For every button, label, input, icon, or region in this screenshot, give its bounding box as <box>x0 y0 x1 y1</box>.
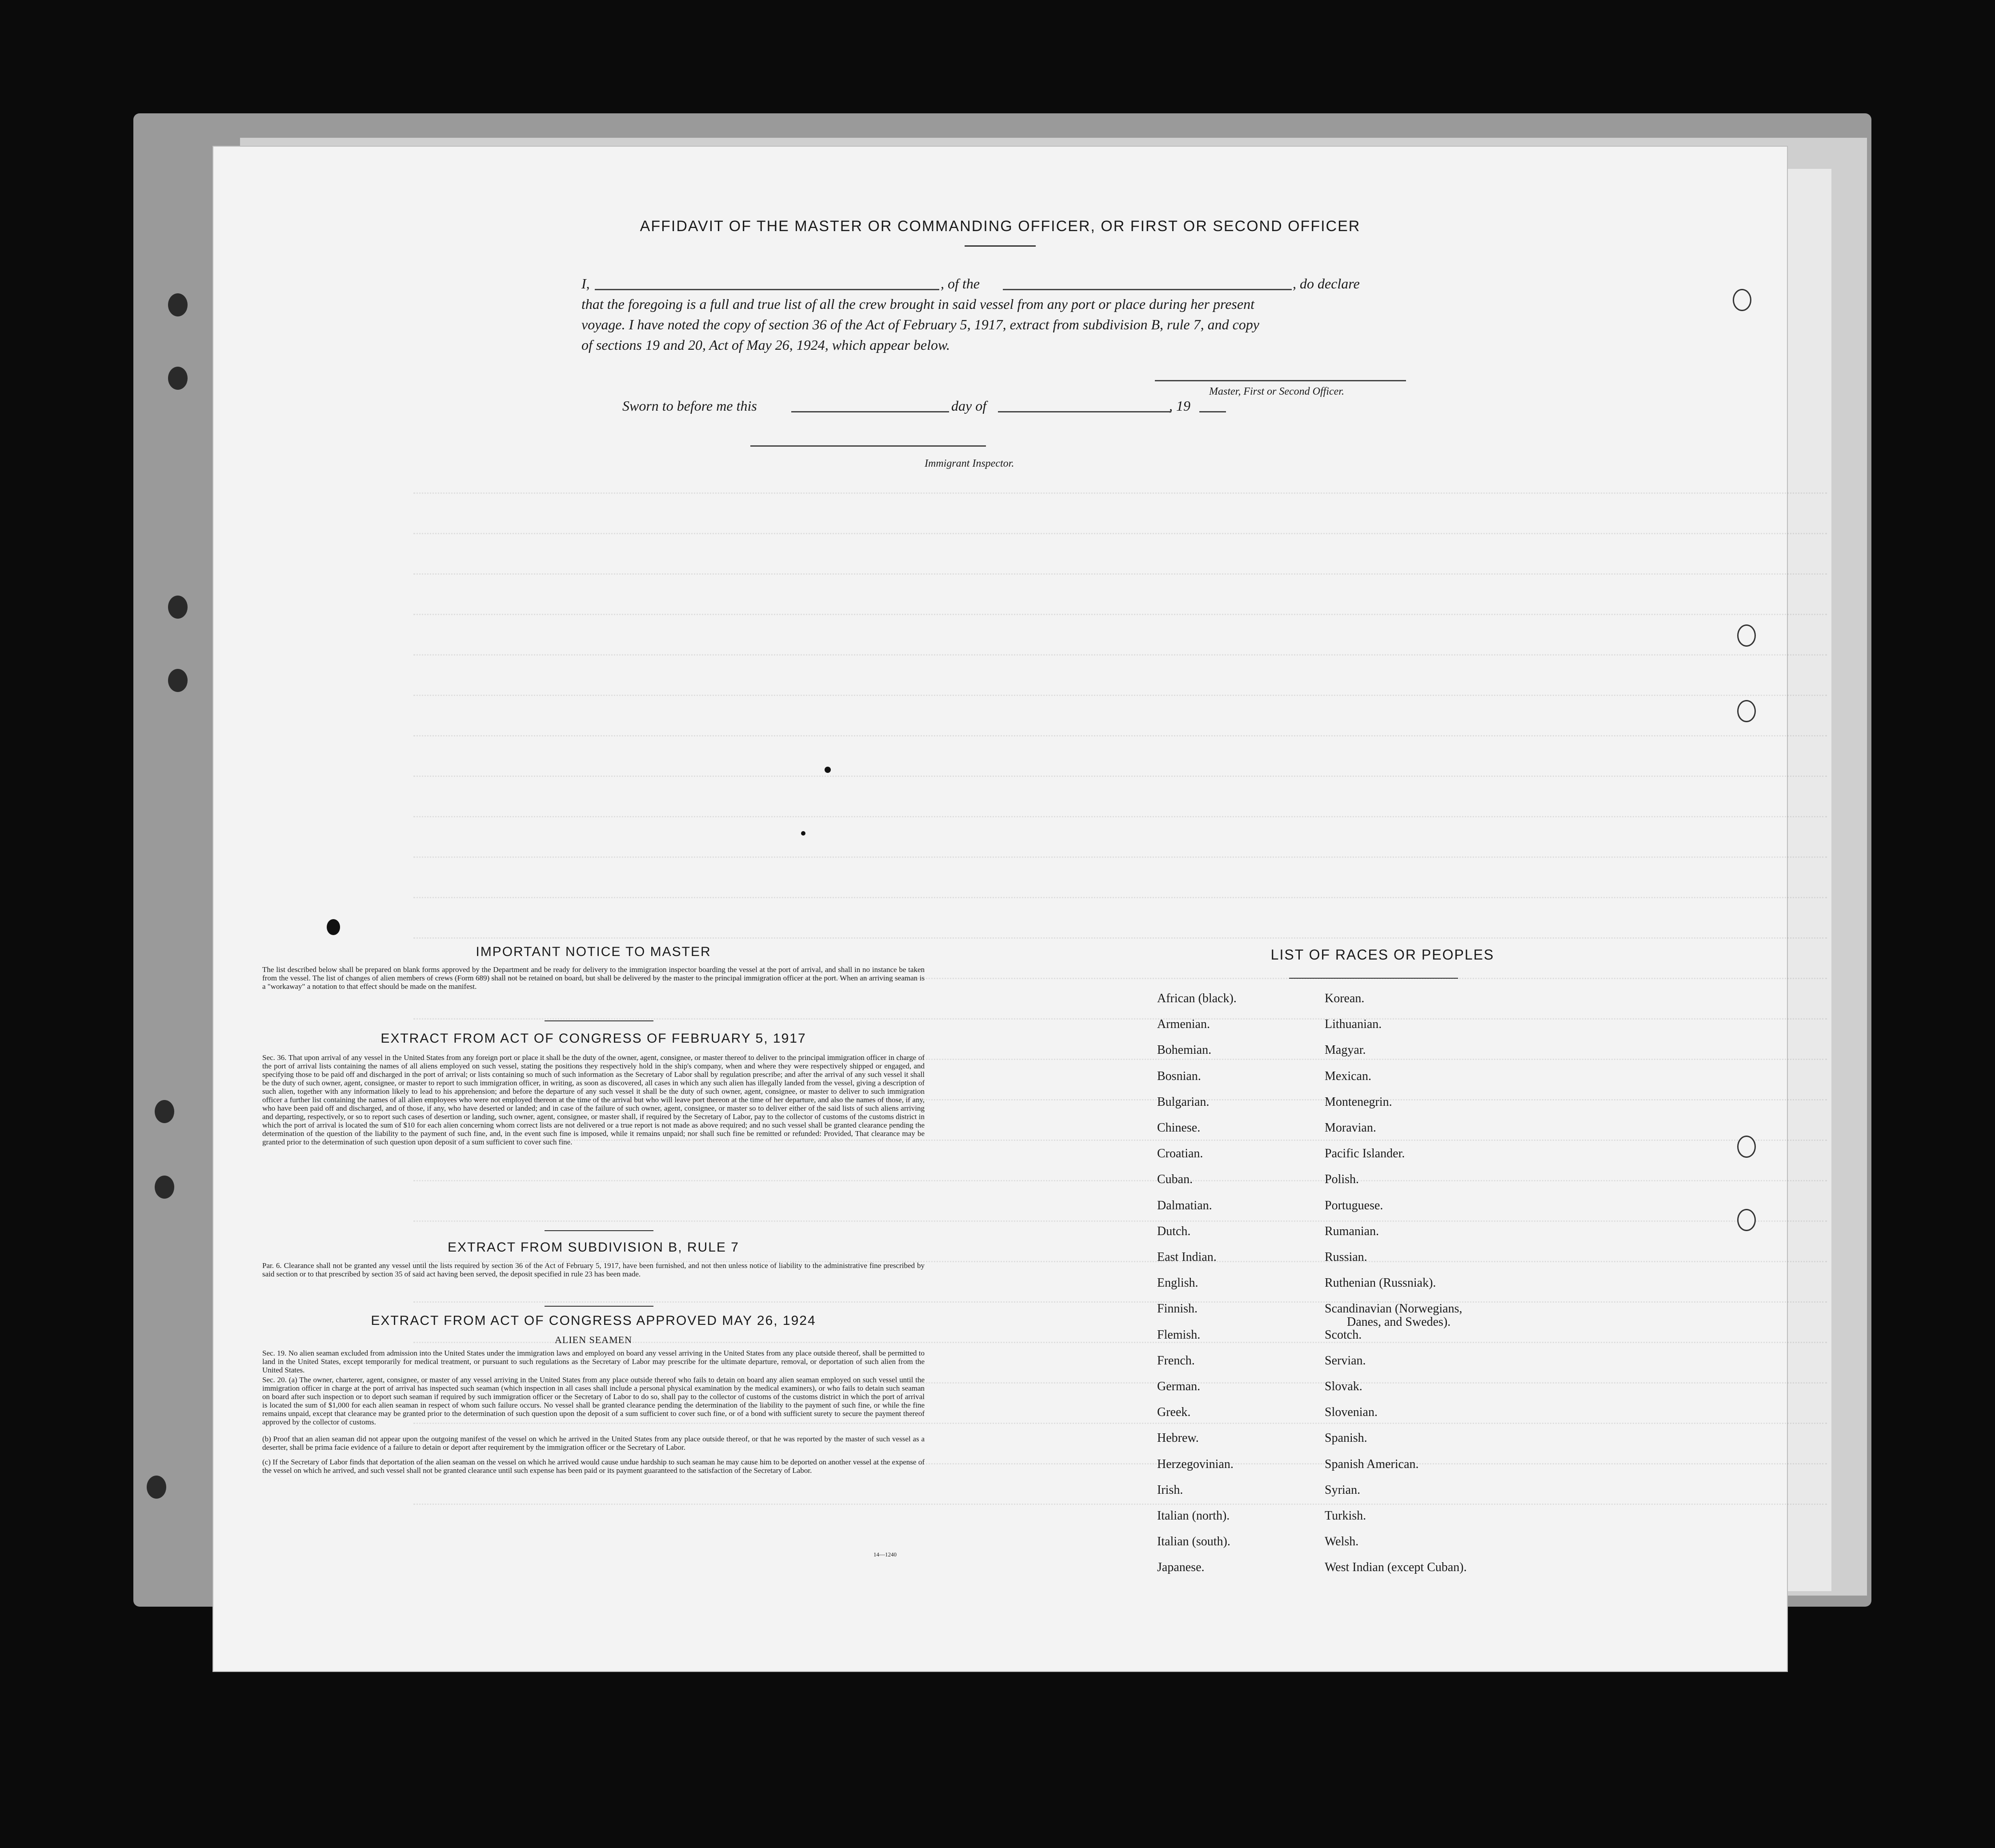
race-item: Bosnian. <box>1157 1069 1201 1083</box>
race-item: Lithuanian. <box>1325 1017 1382 1032</box>
extract-1917-body: Sec. 36. That upon arrival of any vessel in the United States from any foreign port or place it shall be the duty of the owner, agent, consignee, or master thereof to deliver to the principal immigration officer in charge of the port of arrival lists containing the names of all aliens employed on such vessel, stating the positions they respectively hold in the ship's company, when and where they were respectively shipped or engaged, and specifying those to be paid off and discharged in the port of arrival; or lists containing so much of such information as the Secretary of Labor shall by regulation prescribe; and after the arrival of any such vessel it shall be the duty of such owner, agent, consignee, or master to report to such immigration officer, in writing, as soon as discovered, all cases in which any such alien has illegally landed from the vessel, giving a description of such alien, together with any information likely to lead to his apprehension; and before the departure of any such vessel it shall be the duty of such owner, agent, consignee, or master to deliver to such immigration officer a further list containing the names of all alien employees who were not employed thereon at the time of the arrival but who will leave port thereon at the time of her departure, and also the names of those, if any, who have been paid off and discharged, and of those, if any, who have deserted or landed; and in case of the failure of such owner, agent, consignee, or master so to deliver either of the said lists of such aliens arriving and departing, respectively, or so to report such cases of desertion or landing, such owner, agent, consignee, or master shall, if required by the Secretary of Labor, pay to the collector of customs of the customs district in which the port of arrival is located the sum of $10 for each alien concerning whom correct lists are not delivered or a true report is not made as above required; and no such vessel shall be granted clearance pending the determination of the question of the liability to the payment of such fine, and, in the event such fine is imposed, while it remains unpaid; nor shall such fine be remitted or refunded: Provided, That clearance may be granted prior to the determination of such question upon deposit of a sum sufficient to cover such fine. <box>262 1053 925 1146</box>
race-item: Servian. <box>1325 1353 1366 1368</box>
race-item: Armenian. <box>1157 1017 1210 1032</box>
race-item: English. <box>1157 1276 1198 1290</box>
race-item: Irish. <box>1157 1483 1183 1497</box>
form-number: 14—1240 <box>873 1551 897 1558</box>
master-label: Master, First or Second Officer. <box>1209 386 1344 397</box>
ink-speck <box>825 767 831 773</box>
race-item: Ruthenian (Russniak). <box>1325 1276 1436 1290</box>
race-item: Polish. <box>1325 1172 1359 1187</box>
punch-hole <box>1737 1209 1756 1231</box>
race-item-scandinavian-cont: Danes, and Swedes). <box>1347 1315 1451 1329</box>
race-item: Dutch. <box>1157 1224 1191 1238</box>
rule-7-body: Par. 6. Clearance shall not be granted any vessel until the lists required by section 36 of the Act of February 5, 1917, have been furnished, and not then unless notice of liability to the administrative fine prescribed by said section or to that prescribed by section 35 of said act having been served, the deposit specified in rule 23 has been made. <box>262 1261 925 1278</box>
affidavit-title: AFFIDAVIT OF THE MASTER OR COMMANDING OFFICER, OR FIRST OR SECOND OFFICER <box>640 218 1361 235</box>
section-rule <box>545 1230 653 1231</box>
affidavit-declare-label: , do declare <box>1293 276 1360 292</box>
race-item: Flemish. <box>1157 1328 1201 1342</box>
race-item <box>1325 1296 1467 1329</box>
affidavit-line-4: of sections 19 and 20, Act of May 26, 1924, which appear below. <box>581 337 950 353</box>
sec-20c-body: (c) If the Secretary of Labor finds that deportation of the alien seaman on the vessel on which he arrived would cause undue hardship to such seaman he may cause him to be deported on another vessel at the expense of the vessel on which he arrived, and such vessel shall not be granted clearance until such expense has been paid or its payment guaranteed to the satisfaction of the Secretary of Labor. <box>262 1458 925 1475</box>
day-of-label: day of <box>951 398 987 414</box>
race-item: Scotch. <box>1325 1328 1362 1342</box>
race-item: Portuguese. <box>1325 1198 1383 1212</box>
ink-speck <box>801 831 805 836</box>
race-item: Japanese. <box>1157 1560 1205 1575</box>
affidavit-line-2: that the foregoing is a full and true list of all the crew brought in said vessel from any port or place during her present <box>581 296 1254 312</box>
affidavit-i-label: I, <box>581 276 590 292</box>
race-item: African (black). <box>1157 992 1237 1005</box>
punch-hole <box>1737 1136 1756 1158</box>
race-item: Montenegrin. <box>1325 1095 1392 1109</box>
race-item: Spanish. <box>1325 1431 1367 1445</box>
sworn-label: Sworn to before me this <box>622 398 757 414</box>
race-item: Herzegovinian. <box>1157 1457 1234 1471</box>
race-item: French. <box>1157 1353 1195 1368</box>
race-item: Rumanian. <box>1325 1224 1379 1238</box>
vessel-blank[interactable] <box>1003 289 1292 290</box>
race-item: Dalmatian. <box>1157 1198 1212 1212</box>
race-item: Slovenian. <box>1325 1405 1378 1420</box>
race-item: Magyar. <box>1325 1043 1366 1057</box>
inspector-signature-line[interactable] <box>750 445 986 447</box>
races-left-column <box>1157 986 1237 1581</box>
binder-hole <box>147 1476 166 1499</box>
section-rule <box>545 1306 653 1307</box>
race-item: Korean. <box>1325 992 1365 1005</box>
binder-hole <box>155 1176 174 1199</box>
title-rule <box>965 245 1036 247</box>
race-item: German. <box>1157 1380 1201 1394</box>
race-item: Finnish. <box>1157 1302 1198 1316</box>
race-item: Slovak. <box>1325 1380 1362 1394</box>
extract-1924-title: EXTRACT FROM ACT OF CONGRESS APPROVED MAY 26, 1924 <box>371 1313 816 1328</box>
name-blank[interactable] <box>595 289 939 290</box>
extract-1917-title: EXTRACT FROM ACT OF CONGRESS OF FEBRUARY 5, 1917 <box>381 1031 806 1046</box>
race-item: Moravian. <box>1325 1121 1376 1135</box>
race-item-scandinavian: Scandinavian (Norwegians, <box>1325 1302 1462 1316</box>
race-item: Spanish American. <box>1325 1457 1419 1471</box>
race-item: Mexican. <box>1325 1069 1371 1083</box>
race-item: Cuban. <box>1157 1172 1193 1187</box>
sworn-year-blank[interactable] <box>1199 411 1226 412</box>
alien-seamen-subtitle: ALIEN SEAMEN <box>555 1334 632 1345</box>
notice-body: The list described below shall be prepared on blank forms approved by the Department and be ready for delivery to the immigration inspector boarding the vessel at the port of arrival, and shall in no instance be taken from the vessel. The list of changes of alien members of crews (Form 689) shall not be retained on board, but shall be delivered by the master to the principal immigration officer at the port. When an arriving seaman is a "workaway" a notation to that effect should be made on the manifest. <box>262 965 925 991</box>
binder-hole <box>168 596 188 619</box>
race-item: Hebrew. <box>1157 1431 1199 1445</box>
race-item: Croatian. <box>1157 1147 1203 1161</box>
races-right-column <box>1325 986 1467 1581</box>
affidavit-page <box>213 147 1787 1671</box>
notice-title: IMPORTANT NOTICE TO MASTER <box>476 944 711 959</box>
ink-blot <box>327 919 340 935</box>
sworn-month-blank[interactable] <box>998 411 1171 412</box>
race-item: Syrian. <box>1325 1483 1361 1497</box>
race-item: Greek. <box>1157 1405 1191 1420</box>
binder-hole <box>168 293 188 316</box>
affidavit-line-3: voyage. I have noted the copy of section 36 of the Act of February 5, 1917, extract from subdivision B, rule 7, and copy <box>581 316 1259 332</box>
sec-20a-body: Sec. 20. (a) The owner, charterer, agent, consignee, or master of any vessel arriving in the United States from any place outside thereof who fails to detain on board any alien seaman employed on such vessel until the immigration officer in charge at the port of arrival has inspected such seaman (which inspection in all cases shall include a personal physical examination by the medical examiners), or who fails to detain such seaman on board after such inspection or to deport such seaman if required by such immigration officer or the Secretary of Labor to do so, shall pay to the collector of customs of the customs district in which the port of arrival is located the sum of $1,000 for each alien seaman in respect of whom such failure occurs. No vessel shall be granted clearance pending the determination of the liability to the payment of such fine, or while the fine remains unpaid, except that clearance may be granted prior to the determination of such question upon the deposit of a sum sufficient to cover such fine, or of a bond with sufficient surety to secure the payment thereof approved by the collector of customs. <box>262 1376 925 1426</box>
race-item: Italian (north). <box>1157 1509 1230 1523</box>
year-label: , 19 <box>1169 398 1190 414</box>
race-item: Italian (south). <box>1157 1535 1230 1549</box>
race-item: East Indian. <box>1157 1250 1217 1264</box>
races-rule <box>1289 978 1458 979</box>
affidavit-of-label: , of the <box>941 276 980 292</box>
inspector-label: Immigrant Inspector. <box>925 458 1014 469</box>
race-item: West Indian (except Cuban). <box>1325 1560 1467 1575</box>
sec-20b-body: (b) Proof that an alien seaman did not appear upon the outgoing manifest of the vessel on which he arrived in the United States from any place outside thereof, or that he was reported by the master of such vessel as a deserter, shall be prima facie evidence of a failure to detain or deport after requirement by the immigration officer or the Secretary of Labor. <box>262 1435 925 1452</box>
punch-hole <box>1737 624 1756 647</box>
rule-7-title: EXTRACT FROM SUBDIVISION B, RULE 7 <box>448 1240 739 1255</box>
race-item: Welsh. <box>1325 1535 1359 1549</box>
punch-hole <box>1737 700 1756 722</box>
race-item: Turkish. <box>1325 1509 1366 1523</box>
sworn-day-blank[interactable] <box>791 411 949 412</box>
race-item: Russian. <box>1325 1250 1367 1264</box>
section-rule <box>545 1020 653 1021</box>
race-item: Pacific Islander. <box>1325 1147 1405 1161</box>
race-item: Chinese. <box>1157 1121 1201 1135</box>
sec-19-body: Sec. 19. No alien seaman excluded from admission into the United States under the immigration laws and employed on board any vessel arriving in the United States from any place outside thereof, shall be permitted to land in the United States, except temporarily for medical treatment, or pursuant to such regulations as the Secretary of Labor may prescribe for the ultimate departure, removal, or deportation of such alien from the United States. <box>262 1349 925 1374</box>
punch-hole <box>1733 289 1751 311</box>
binder-hole <box>168 367 188 390</box>
binder-hole <box>168 669 188 692</box>
race-item: Bulgarian. <box>1157 1095 1210 1109</box>
binder-hole <box>155 1100 174 1123</box>
race-item: Bohemian. <box>1157 1043 1212 1057</box>
races-title: LIST OF RACES OR PEOPLES <box>1270 947 1494 963</box>
